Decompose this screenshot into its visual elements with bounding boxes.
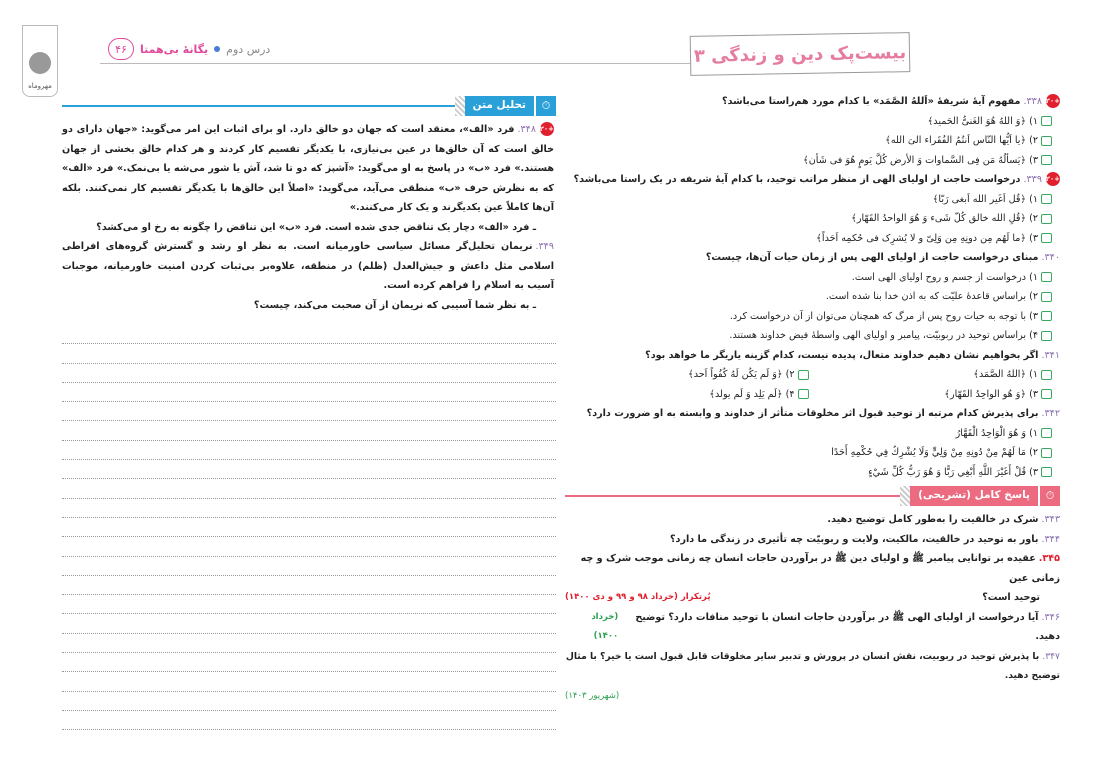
answer-line[interactable] [62, 711, 556, 730]
option-text: ۲) ﴿یا اَیُّها النّاس اَنتُمُ الفُقَراء الیَ الله﴾ [885, 135, 1038, 146]
lesson-header [108, 38, 270, 60]
answer-line[interactable] [62, 325, 556, 344]
option[interactable] [565, 229, 1060, 249]
answer-line[interactable] [62, 653, 556, 672]
question-text: برای پذیرش کدام مرتبه از توحید قبول اثر مخلوقات متأثر از خداوند و وابسته به او ضرورت دارد؟ [586, 408, 1039, 419]
question-342 [565, 404, 1060, 424]
option-text: ۱) ﴿قُل اَغَیر الله اَبغی رَبّا﴾ [932, 193, 1038, 205]
right-column [565, 92, 1060, 706]
hatch-decoration [455, 96, 465, 116]
question-text: با پذیرش توحید در ربوبیت، نقش انسان در پرورش و تدبیر سایر مخلوقات قابل قبول است یا خیر؟ با مثال توضیح دهید. [565, 650, 1060, 681]
option[interactable] [565, 131, 1060, 151]
question-345-cont [565, 588, 1060, 608]
option-text: ۱) وَ هُوَ الْوَاحِدُ الْقَهَّارُ [955, 427, 1038, 439]
question-text: عقیده بر توانایی پیامبر ﷺ و اولیای دین ﷺ در برآوردن حاجات انسان چه زمانی موجب شرک و چه زمانی عین [580, 553, 1060, 584]
stopwatch-icon: ⏱ [536, 96, 556, 116]
option-text: ۴) براساس توحید در ربوبیّت، پیامبر و اولیای الهی واسطهٔ فیض خداوند هستند. [729, 330, 1038, 341]
question-number: ۳۴۲. [1041, 408, 1060, 419]
dot-icon [214, 46, 220, 52]
section-rule [62, 105, 455, 107]
option[interactable] [565, 268, 1060, 288]
option-text: ۱) ﴿وَ اللهُ هُوَ الغَنیُّ الحَمید﴾ [927, 115, 1038, 127]
option[interactable] [565, 209, 1060, 229]
stopwatch-icon: ⏱ [1040, 486, 1060, 506]
checkbox[interactable] [1041, 428, 1052, 438]
question-348 [62, 120, 556, 218]
option-text: ۳) ﴿یَسألُهُ مَن فِی السَّماوات وَ الأرض کُلَّ یَومٍ هُوَ فی شَأن﴾ [803, 154, 1038, 166]
answer-lines[interactable] [62, 325, 556, 730]
question-text: توحید است؟ [982, 592, 1040, 603]
option-text: ۲) مَا لَهُمْ مِنْ دُونِهِ مِنْ وَلِيٍّ وَلَا يُشْرِكُ فِي حُكْمِهِ أَحَدًا [831, 447, 1038, 458]
option[interactable] [565, 190, 1060, 210]
question-text: آیا درخواست از اولیای الهی ﷺ در برآوردن حاجات انسان با توحید منافات دارد؟ توضیح دهید. [635, 611, 1060, 642]
answer-line[interactable] [62, 537, 556, 556]
option[interactable] [565, 151, 1060, 171]
answer-line[interactable] [62, 614, 556, 633]
answer-line[interactable] [62, 692, 556, 711]
option[interactable] [565, 326, 1060, 346]
exam-tag: (شهریور ۱۴۰۳) [565, 690, 620, 701]
checkbox[interactable] [1041, 194, 1052, 204]
answer-line[interactable] [62, 402, 556, 421]
points-badge: +۲۰ [1046, 94, 1060, 108]
brand-text: بیست‌پک دین و زندگی ۳ [693, 41, 907, 67]
question-number: ۳۴۹. [535, 241, 554, 252]
question-number: ۳۴۴. [1041, 533, 1060, 545]
brand-logo [690, 32, 911, 76]
checkbox[interactable] [1041, 311, 1052, 321]
option[interactable] [809, 385, 1053, 405]
question-text: شرک در خالقیت را به‌طور کامل توضیح دهید. [827, 514, 1039, 525]
checkbox[interactable] [1041, 155, 1052, 165]
option[interactable] [565, 463, 1060, 483]
option[interactable] [565, 443, 1060, 463]
publisher-emblem-icon [29, 52, 51, 74]
section-title: پاسخ کامل (تشریحی) [910, 486, 1038, 506]
option-text: ۱) ﴿اللهُ الصَّمَد﴾ [973, 369, 1038, 380]
question-339 [565, 170, 1060, 190]
points-badge: +۲۰ [1046, 172, 1060, 186]
checkbox[interactable] [798, 389, 809, 399]
option-text: ۳) ﴿ما لَهُم مِن دونِهِ مِن وَلِیّ و لا یُشرِک فی حُکمِه اَحَداً﴾ [816, 232, 1038, 244]
question-number: ۳۴۰. [1041, 252, 1060, 263]
publisher-logo [22, 25, 58, 97]
option[interactable] [565, 307, 1060, 327]
question-number: ۳۴۸. [517, 124, 536, 135]
checkbox[interactable] [1041, 292, 1052, 302]
checkbox[interactable] [1041, 136, 1052, 146]
checkbox[interactable] [1041, 116, 1052, 126]
question-text: اگر بخواهیم نشان دهیم خداوند متعال، پدیده نیست، کدام گزینه یاریگر ما خواهد بود؟ [645, 349, 1039, 361]
section-header-text-analysis [62, 95, 556, 117]
question-341 [565, 346, 1060, 366]
exam-tag: (خرداد ۱۴۰۰) [591, 611, 619, 641]
answer-line[interactable] [62, 557, 556, 576]
option[interactable] [565, 385, 809, 405]
question-text: فرد «الف»، معتقد است که جهان دو خالق دارد. او برای اثبات این امر می‌گوید: «جهان دارای دو خالق است که آن خالق‌ها در عین بی‌نیازی، با یکدیگر تقسیم کار کردند و هر کدام خالق بخشی از جهان هستند.» فرد «ب» در پاسخ به او می‌گوید: «آشپز که دو تا شد، آش یا شور می‌شه یا بی‌نمک.» فرد «الف» که به نظرش حرف «ب» منطقی می‌آید، می‌گوید: «اصلاً این خالق‌ها با یکدیگر تقسیم کار نمی‌کنند. بلکه آن‌ها کاملاً عین یکدیگرند و یک کار می‌کنند.» [62, 124, 554, 213]
question-338 [565, 92, 1060, 112]
option[interactable] [565, 287, 1060, 307]
option-text: ۲) براساس قاعدهٔ علیّت که به اذن خدا بنا شده است. [825, 291, 1038, 302]
answer-line[interactable] [62, 672, 556, 691]
option-text: ۳) قُلْ أَغَيْرَ اللَّهِ أَبْغِي رَبًّا وَ هُوَ رَبُّ كُلِّ شَيْءٍ [868, 466, 1038, 478]
question-345 [565, 549, 1060, 588]
question-number: ۳۴۶. [1041, 611, 1060, 623]
checkbox[interactable] [798, 370, 809, 380]
checkbox[interactable] [1041, 331, 1052, 341]
option-text: ۴) ﴿لَم یَلِد وَ لَم یولد﴾ [709, 388, 795, 400]
answer-line[interactable] [62, 364, 556, 383]
answer-line[interactable] [62, 460, 556, 479]
option-text: ۱) درخواست از جسم و روح اولیای الهی است. [851, 271, 1038, 283]
option[interactable] [809, 365, 1053, 385]
option[interactable] [565, 424, 1060, 444]
question-number: ۳۴۱. [1041, 349, 1060, 361]
option-text: ۲) ﴿قُلِ الله خالق کُلّ شَیء وَ هُوَ الواحدُ القَهّار﴾ [851, 213, 1038, 224]
left-column [62, 92, 556, 730]
checkbox[interactable] [1041, 370, 1052, 380]
answer-line[interactable] [62, 479, 556, 498]
frequency-tag: پُرتکرار (خرداد ۹۸ و ۹۹ و دی ۱۴۰۰) [565, 592, 711, 602]
checkbox[interactable] [1041, 448, 1052, 458]
question-number: ۳۳۹. [1023, 174, 1042, 185]
option-row [565, 365, 1060, 385]
option-text: ۲) ﴿وَ لَم یَکُن لَهُ کُفُواً اَحد﴾ [688, 369, 795, 380]
question-text: مفهوم آیهٔ شریفهٔ «اَللهُ الصَّمَد» با کدام مورد هم‌راستا می‌باشد؟ [722, 96, 1021, 107]
checkbox[interactable] [1041, 214, 1052, 224]
answer-line[interactable] [62, 441, 556, 460]
answer-line[interactable] [62, 344, 556, 363]
option[interactable] [565, 112, 1060, 132]
lesson-title: یگانهٔ بی‌همتا [140, 42, 209, 56]
page-number: ۴۶ [108, 38, 134, 60]
question-349 [62, 237, 556, 296]
lesson-name: درس دوم [226, 42, 271, 56]
answer-line[interactable] [62, 595, 556, 614]
checkbox[interactable] [1041, 272, 1052, 282]
answer-line[interactable] [62, 576, 556, 595]
question-347 [565, 647, 1060, 686]
option[interactable] [565, 365, 809, 385]
question-text: درخواست حاجت از اولیای الهی از منظر مراتب توحید، با کدام آیهٔ شریفه در یک راستا می‌باشد؟ [573, 174, 1021, 185]
checkbox[interactable] [1041, 233, 1052, 243]
question-349-prompt: ـ به نظر شما آسیبی که نریمان از آن صحبت می‌کند، چیست؟ [253, 299, 536, 311]
answer-line[interactable] [62, 518, 556, 537]
question-348-prompt: ـ فرد «الف» دچار یک تناقض جدی شده است. فرد «ب» این تناقض را چگونه به رخ او می‌کشد؟ [96, 221, 536, 233]
question-number: ۳۴۳. [1041, 514, 1060, 525]
question-346 [565, 608, 1060, 647]
question-text: باور به توحید در خالقیت، مالکیت، ولایت و ربوبیّت چه تأثیری در زندگی ما دارد؟ [669, 533, 1039, 545]
answer-line[interactable] [62, 421, 556, 440]
option-text: ۳) با توجه به حیات روح پس از مرگ که همچنان می‌توان از آن درخواست کرد. [729, 310, 1038, 322]
question-number: ۳۳۸. [1023, 96, 1042, 107]
checkbox[interactable] [1041, 467, 1052, 477]
hatch-decoration [900, 486, 910, 506]
option-row [565, 385, 1060, 405]
section-title: تحلیل متن [465, 96, 534, 116]
question-number: ۳۴۷. [1042, 650, 1060, 662]
answer-line[interactable] [62, 499, 556, 518]
option-text: ۳) ﴿وَ هُو الواحِدُ القَهّار﴾ [944, 388, 1038, 400]
answer-line[interactable] [62, 383, 556, 402]
answer-line[interactable] [62, 634, 556, 653]
question-340 [565, 248, 1060, 268]
question-347-tag-row [565, 686, 1060, 707]
question-343 [565, 510, 1060, 530]
section-header-full-answer [565, 485, 1060, 507]
question-number: ۳۴۵. [1038, 553, 1060, 564]
section-rule [565, 495, 900, 497]
points-badge: +۲۰ [540, 122, 554, 136]
question-text: نریمان تحلیل‌گر مسائل سیاسی خاورمیانه است. به نظر او رشد و گسترش گروه‌های افراطی اسلامی مثل داعش و جیش‌العدل (ظلم) در منطقه، علاوه‌بر بی‌ثبات کردن امنیت خاورمیانه، موجبات آسیب به اسلام را فراهم کرده است. [62, 241, 554, 291]
checkbox[interactable] [1041, 389, 1052, 399]
question-344 [565, 530, 1060, 550]
question-text: مبنای درخواست حاجت از اولیای الهی پس از زمان حیات آن‌ها، چیست؟ [705, 252, 1039, 263]
publisher-name: مهروماه [28, 82, 52, 90]
